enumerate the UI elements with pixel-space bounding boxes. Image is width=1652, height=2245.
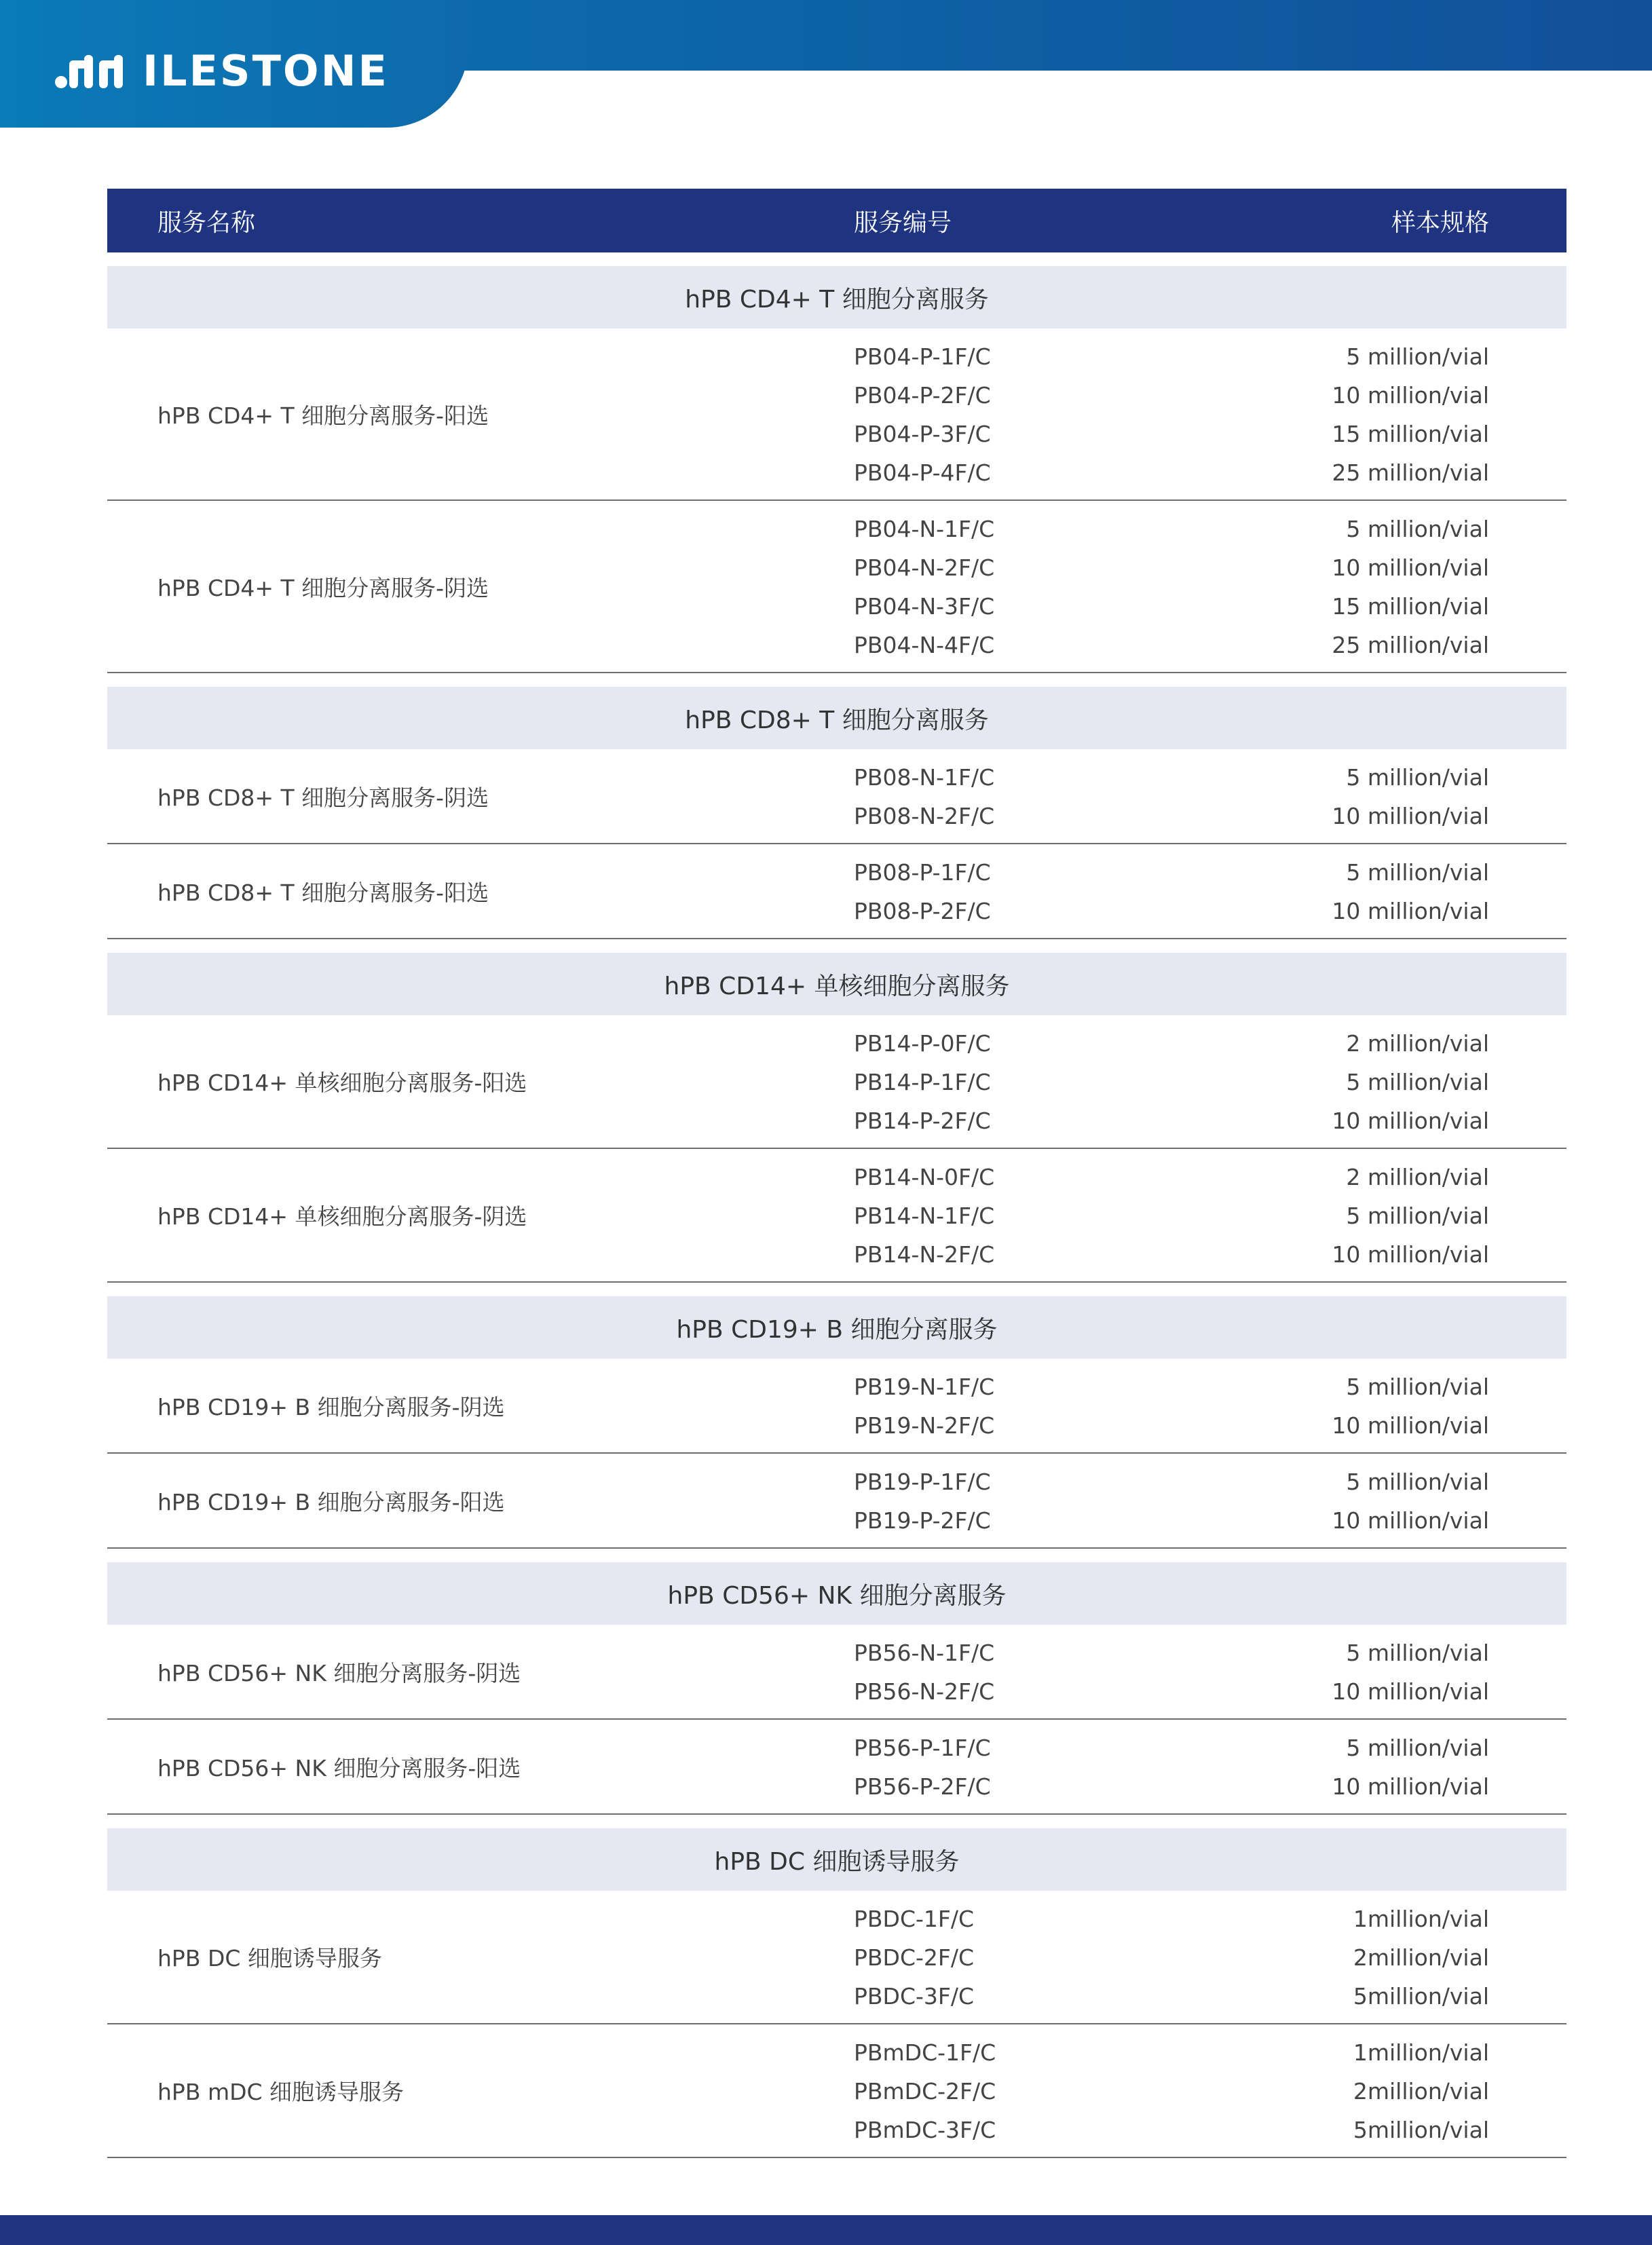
sample-spec: 1million/vial (1353, 1906, 1489, 1932)
service-name: hPB CD14+ 单核细胞分离服务-阴选 (157, 1203, 527, 1230)
section-gap (107, 1549, 1566, 1562)
service-code: PB56-N-2F/C (854, 1678, 995, 1705)
section-title: hPB DC 细胞诱导服务 (107, 1828, 1566, 1891)
table-row (107, 1891, 1566, 2024)
sample-spec: 2 million/vial (1346, 1164, 1489, 1190)
service-code: PB14-N-2F/C (854, 1241, 995, 1268)
table-header (107, 189, 1566, 252)
service-code: PB14-P-2F/C (854, 1108, 991, 1134)
service-items (107, 328, 1566, 499)
sample-spec: 2million/vial (1353, 1944, 1489, 1971)
sample-spec: 10 million/vial (1332, 1507, 1489, 1534)
list-item (107, 1234, 1566, 1273)
service-code: PB08-N-2F/C (854, 803, 995, 829)
service-code: PB08-P-2F/C (854, 898, 991, 924)
list-item (107, 1101, 1566, 1139)
list-item (107, 1728, 1566, 1767)
sample-spec: 5 million/vial (1346, 1203, 1489, 1229)
list-item (107, 414, 1566, 453)
list-item (107, 2071, 1566, 2110)
sample-spec: 5 million/vial (1346, 764, 1489, 791)
sample-spec: 5 million/vial (1346, 1469, 1489, 1495)
sample-spec: 10 million/vial (1332, 1108, 1489, 1134)
section-gap (107, 1283, 1566, 1296)
list-item (107, 1196, 1566, 1234)
section-gap (107, 252, 1566, 266)
list-item (107, 1501, 1566, 1539)
service-name: hPB CD4+ T 细胞分离服务-阳选 (157, 402, 489, 429)
service-name: hPB CD56+ NK 细胞分离服务-阴选 (157, 1659, 521, 1686)
table-row (107, 844, 1566, 939)
service-items (107, 1359, 1566, 1452)
service-name: hPB CD4+ T 细胞分离服务-阴选 (157, 574, 489, 601)
milestone-logo (54, 48, 389, 95)
service-items (107, 1454, 1566, 1547)
sample-spec: 5million/vial (1353, 2117, 1489, 2143)
list-item (107, 509, 1566, 548)
sample-spec: 5million/vial (1353, 1983, 1489, 2010)
list-item (107, 1767, 1566, 1805)
service-code: PBmDC-1F/C (854, 2039, 996, 2066)
header-service-name: 服务名称 (157, 208, 256, 237)
sample-spec: 5 million/vial (1346, 1069, 1489, 1095)
service-items (107, 1149, 1566, 1281)
table-row (107, 2024, 1566, 2158)
sample-spec: 10 million/vial (1332, 1773, 1489, 1800)
list-item (107, 548, 1566, 586)
service-items (107, 1015, 1566, 1148)
sample-spec: 5 million/vial (1346, 1374, 1489, 1400)
sample-spec: 10 million/vial (1332, 1241, 1489, 1268)
sample-spec: 10 million/vial (1332, 1412, 1489, 1439)
sample-spec: 2million/vial (1353, 2078, 1489, 2105)
sample-spec: 2 million/vial (1346, 1030, 1489, 1057)
table-row (107, 1149, 1566, 1283)
list-item (107, 1462, 1566, 1501)
service-code: PB04-P-3F/C (854, 421, 991, 447)
sample-spec: 10 million/vial (1332, 803, 1489, 829)
service-code: PB56-P-1F/C (854, 1735, 991, 1761)
service-code: PBmDC-2F/C (854, 2078, 996, 2105)
list-item (107, 625, 1566, 664)
service-code: PB08-N-1F/C (854, 764, 995, 791)
service-code: PBDC-2F/C (854, 1944, 975, 1971)
table-row (107, 328, 1566, 501)
list-item (107, 1023, 1566, 1062)
service-name: hPB CD19+ B 细胞分离服务-阳选 (157, 1488, 505, 1515)
service-code: PB08-P-1F/C (854, 859, 991, 886)
list-item (107, 1976, 1566, 2015)
service-items (107, 501, 1566, 672)
sample-spec: 5 million/vial (1346, 1640, 1489, 1666)
service-items (107, 1891, 1566, 2023)
list-item (107, 586, 1566, 625)
service-code: PB04-P-4F/C (854, 459, 991, 486)
list-item (107, 1633, 1566, 1672)
service-code: PB04-P-2F/C (854, 382, 991, 409)
section-gap (107, 673, 1566, 687)
service-name: hPB mDC 细胞诱导服务 (157, 2079, 405, 2105)
list-item (107, 337, 1566, 375)
service-code: PB19-N-1F/C (854, 1374, 995, 1400)
service-name: hPB CD56+ NK 细胞分离服务-阳选 (157, 1754, 521, 1781)
service-code: PB14-N-0F/C (854, 1164, 995, 1190)
service-code: PB56-N-1F/C (854, 1640, 995, 1666)
list-item (107, 852, 1566, 891)
list-item (107, 2033, 1566, 2071)
service-items (107, 844, 1566, 938)
service-code: PB56-P-2F/C (854, 1773, 991, 1800)
list-item (107, 1938, 1566, 1976)
service-code: PBDC-1F/C (854, 1906, 975, 1932)
table-body (107, 252, 1566, 2158)
service-code: PB14-P-0F/C (854, 1030, 991, 1057)
sample-spec: 10 million/vial (1332, 382, 1489, 409)
section-title: hPB CD19+ B 细胞分离服务 (107, 1296, 1566, 1359)
m-wave-logo-icon (54, 52, 136, 90)
service-name: hPB DC 细胞诱导服务 (157, 1945, 382, 1972)
sample-spec: 15 million/vial (1332, 593, 1489, 620)
service-code: PB14-P-1F/C (854, 1069, 991, 1095)
section-title: hPB CD56+ NK 细胞分离服务 (107, 1562, 1566, 1625)
list-item (107, 1899, 1566, 1938)
sample-spec: 25 million/vial (1332, 459, 1489, 486)
sample-spec: 5 million/vial (1346, 859, 1489, 886)
table-row (107, 1720, 1566, 1815)
sample-spec: 15 million/vial (1332, 421, 1489, 447)
service-code: PB19-N-2F/C (854, 1412, 995, 1439)
service-name: hPB CD19+ B 细胞分离服务-阴选 (157, 1393, 505, 1420)
service-name: hPB CD8+ T 细胞分离服务-阳选 (157, 879, 489, 906)
service-code: PB04-N-2F/C (854, 554, 995, 581)
service-code: PB04-P-1F/C (854, 343, 991, 370)
sample-spec: 25 million/vial (1332, 632, 1489, 658)
list-item (107, 2110, 1566, 2149)
list-item (107, 1157, 1566, 1196)
sample-spec: 5 million/vial (1346, 343, 1489, 370)
section-title: hPB CD8+ T 细胞分离服务 (107, 687, 1566, 749)
table-row (107, 749, 1566, 844)
logo-wordmark: ILESTONE (143, 46, 389, 96)
service-name: hPB CD8+ T 细胞分离服务-阴选 (157, 784, 489, 811)
list-item (107, 375, 1566, 414)
list-item (107, 1062, 1566, 1101)
sample-spec: 10 million/vial (1332, 1678, 1489, 1705)
list-item (107, 891, 1566, 930)
list-item (107, 757, 1566, 796)
service-code: PB04-N-3F/C (854, 593, 995, 620)
footer-bar (0, 2215, 1652, 2245)
list-item (107, 1367, 1566, 1406)
header-service-code: 服务编号 (854, 208, 952, 237)
list-item (107, 453, 1566, 491)
list-item (107, 1406, 1566, 1444)
service-items (107, 749, 1566, 843)
service-items (107, 2024, 1566, 2157)
table-row (107, 501, 1566, 673)
service-code: PB14-N-1F/C (854, 1203, 995, 1229)
service-name: hPB CD14+ 单核细胞分离服务-阳选 (157, 1070, 527, 1096)
section-gap (107, 939, 1566, 953)
header-sample-spec: 样本规格 (1391, 208, 1489, 237)
service-code: PB19-P-2F/C (854, 1507, 991, 1534)
service-code: PB04-N-4F/C (854, 632, 995, 658)
service-code: PBmDC-3F/C (854, 2117, 996, 2143)
sample-spec: 10 million/vial (1332, 554, 1489, 581)
table-row (107, 1015, 1566, 1149)
service-code: PB04-N-1F/C (854, 516, 995, 542)
service-items (107, 1625, 1566, 1718)
section-title: hPB CD4+ T 细胞分离服务 (107, 266, 1566, 328)
list-item (107, 1672, 1566, 1710)
table-row (107, 1359, 1566, 1454)
service-code: PBDC-3F/C (854, 1983, 975, 2010)
service-code: PB19-P-1F/C (854, 1469, 991, 1495)
section-title: hPB CD14+ 单核细胞分离服务 (107, 953, 1566, 1015)
sample-spec: 5 million/vial (1346, 1735, 1489, 1761)
table-row (107, 1454, 1566, 1549)
table-row (107, 1625, 1566, 1720)
service-table (107, 189, 1566, 2158)
sample-spec: 5 million/vial (1346, 516, 1489, 542)
sample-spec: 1million/vial (1353, 2039, 1489, 2066)
service-items (107, 1720, 1566, 1813)
list-item (107, 796, 1566, 835)
sample-spec: 10 million/vial (1332, 898, 1489, 924)
section-gap (107, 1815, 1566, 1828)
